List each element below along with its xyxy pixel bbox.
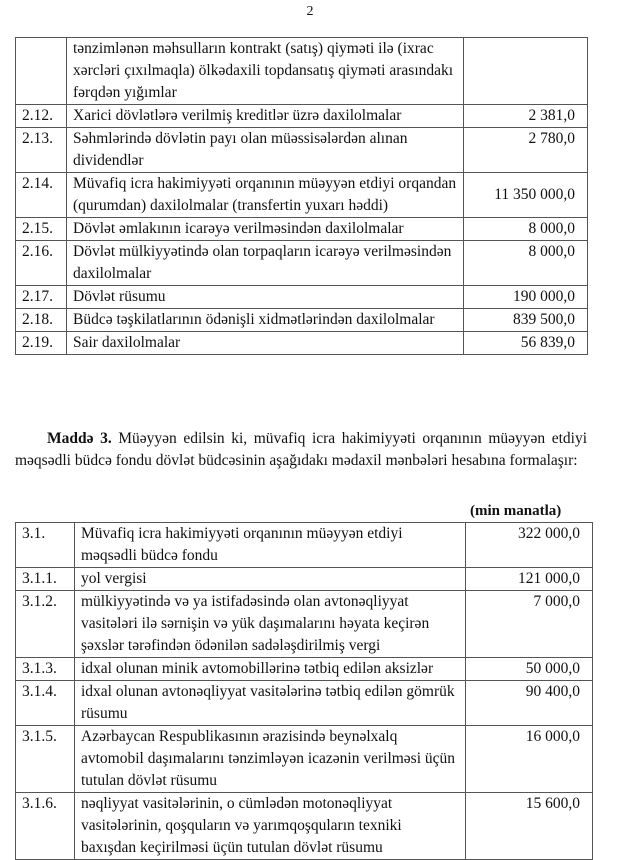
cell-code: 3.1.5. [16, 726, 75, 793]
cell-value: 90 400,0 [466, 681, 593, 726]
revenue-table-article-2 [15, 37, 588, 355]
cell-text: idxal olunan avtonəqliyyat vasitələrinə tətbiq edilən gömrük rüsumu [75, 681, 466, 726]
cell-value: 50 000,0 [466, 658, 593, 681]
table-row [16, 309, 588, 332]
cell-value: 56 839,0 [464, 332, 588, 355]
cell-text: Xarici dövlətlərə verilmiş kreditlər üzrə daxilolmalar [67, 105, 464, 128]
cell-value [464, 38, 588, 105]
cell-value: 2 780,0 [464, 128, 588, 173]
table-row [16, 286, 588, 309]
cell-value: 322 000,0 [466, 523, 593, 568]
table-row [16, 793, 593, 860]
cell-text: Azərbaycan Respublikasının ərazisində beynəlxalq avtomobil daşımalarını tənzimləyən icazənin verilməsi üçün tutulan dövlət rüsumu [75, 726, 466, 793]
cell-value: 839 500,0 [464, 309, 588, 332]
table-row [16, 218, 588, 241]
revenue-table-article-3 [15, 522, 593, 860]
cell-code: 3.1.3. [16, 658, 75, 681]
table-row [16, 658, 593, 681]
cell-value: 121 000,0 [466, 568, 593, 591]
table-row [16, 241, 588, 286]
table-row [16, 128, 588, 173]
cell-code: 3.1.6. [16, 793, 75, 860]
cell-text: Səhmlərində dövlətin payı olan müəssisələrdən alınan dividendlər [67, 128, 464, 173]
cell-value: 8 000,0 [464, 218, 588, 241]
cell-text: tənzimlənən məhsulların kontrakt (satış) qiyməti ilə (ixrac xərcləri çıxılmaqla) ölkədaxili topdansatış qiyməti arasındakı fərqdən yığımlar [67, 38, 464, 105]
cell-code: 3.1.1. [16, 568, 75, 591]
cell-value: 15 600,0 [466, 793, 593, 860]
table-row [16, 105, 588, 128]
cell-text: Müvafiq icra hakimiyyəti orqanının müəyyən etdiyi orqandan (qurumdan) daxilolmalar (transfertin yuxarı həddi) [67, 173, 464, 218]
cell-code: 2.17. [16, 286, 67, 309]
page-number: 2 [306, 4, 314, 19]
cell-value: 16 000,0 [466, 726, 593, 793]
cell-code: 3.1. [16, 523, 75, 568]
table-row [16, 726, 593, 793]
cell-text: Sair daxilolmalar [67, 332, 464, 355]
cell-code: 2.13. [16, 128, 67, 173]
table-row [16, 173, 588, 218]
table-row [16, 568, 593, 591]
cell-text: idxal olunan minik avtomobillərinə tətbiq edilən aksizlər [75, 658, 466, 681]
cell-text: Müvafiq icra hakimiyyəti orqanının müəyyən etdiyi məqsədli büdcə fondu [75, 523, 466, 568]
cell-code: 2.15. [16, 218, 67, 241]
cell-value: 190 000,0 [464, 286, 588, 309]
cell-code: 2.19. [16, 332, 67, 355]
cell-text: mülkiyyətində və ya istifadəsində olan avtonəqliyyat vasitələri ilə sərnişin və yük daşımalarını həyata keçirən şəxslər tərəfindən ödənilən sadələşdirilmiş vergi [75, 591, 466, 658]
table-row [16, 523, 593, 568]
table-row [16, 38, 588, 105]
cell-value: 11 350 000,0 [464, 173, 588, 218]
cell-code: 3.1.4. [16, 681, 75, 726]
cell-text: nəqliyyat vasitələrinin, o cümlədən motonəqliyyat vasitələrinin, qoşquların və yarımqoşquların texniki baxışdan keçirilməsi üçün tutulan dövlət rüsumu [75, 793, 466, 860]
cell-code: 3.1.2. [16, 591, 75, 658]
cell-code: 2.14. [16, 173, 67, 218]
cell-code: 2.16. [16, 241, 67, 286]
cell-value: 7 000,0 [466, 591, 593, 658]
cell-value: 2 381,0 [464, 105, 588, 128]
unit-label: (min manatla) [470, 503, 562, 519]
table-row [16, 332, 588, 355]
cell-text: Dövlət mülkiyyətində olan torpaqların icarəyə verilməsindən daxilolmalar [67, 241, 464, 286]
table-row [16, 591, 593, 658]
cell-text: yol vergisi [75, 568, 466, 591]
article-heading: Maddə 3. [47, 430, 112, 447]
article-text: Müəyyən edilsin ki, müvafiq icra hakimiyyəti orqanının müəyyən etdiyi məqsədli büdcə fondu dövlət büdcəsinin aşağıdakı mədaxil mənbələri hesabına formalaşır: [15, 430, 587, 469]
article-3-paragraph [15, 428, 587, 472]
cell-code: 2.18. [16, 309, 67, 332]
cell-text: Dövlət rüsumu [67, 286, 464, 309]
table-row [16, 681, 593, 726]
cell-code [16, 38, 67, 105]
cell-code: 2.12. [16, 105, 67, 128]
cell-text: Dövlət əmlakının icarəyə verilməsindən daxilolmalar [67, 218, 464, 241]
cell-text: Büdcə təşkilatlarının ödənişli xidmətlərindən daxilolmalar [67, 309, 464, 332]
cell-value: 8 000,0 [464, 241, 588, 286]
